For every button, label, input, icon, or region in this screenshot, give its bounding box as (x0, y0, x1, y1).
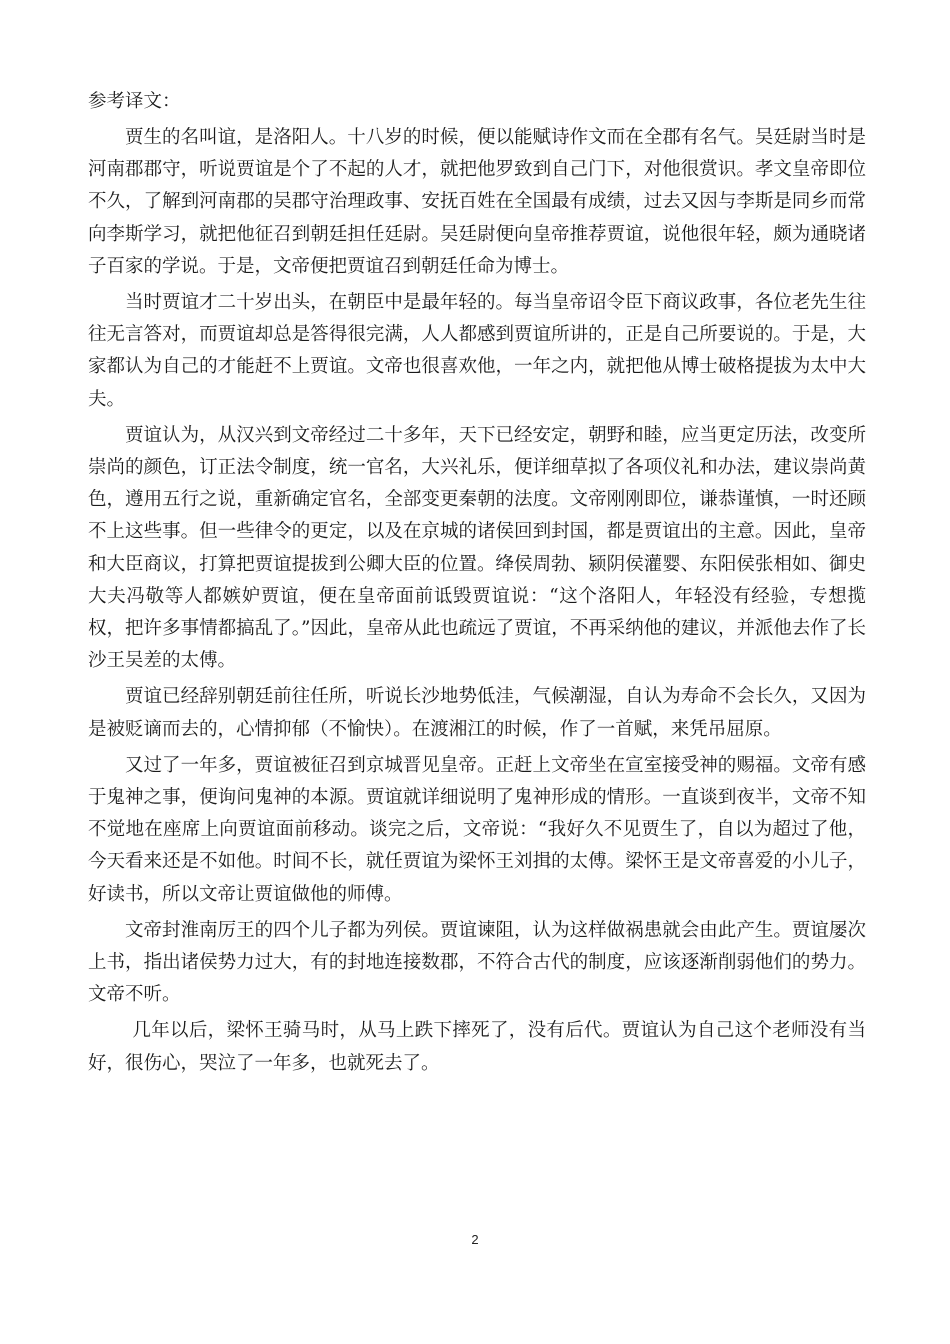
paragraph-5: 又过了一年多，贾谊被征召到京城晋见皇帝。正赶上文帝坐在宣室接受神的赐福。文帝有感于鬼神之事，便询问鬼神的本源。贾谊就详细说明了鬼神形成的情形。一直谈到夜半，文帝不知不觉地在座席上向贾谊面前移动。谈完之后，文帝说：“我好久不见贾生了，自以为超过了他，今天看来还是不如他。时间不长，就任贾谊为梁怀王刘揖的太傅。梁怀王是文帝喜爱的小儿子，好读书，所以文帝让贾谊做他的师傅。 (88, 754, 866, 905)
page-number: 2 (471, 1232, 479, 1247)
paragraph-7: 几年以后，梁怀王骑马时，从马上跌下摔死了，没有后代。贾谊认为自己这个老师没有当好，很伤心，哭泣了一年多，也就死去了。 (88, 1020, 866, 1074)
paragraph-1: 贾生的名叫谊，是洛阳人。十八岁的时候，便以能赋诗作文而在全郡有名气。吴廷尉当时是河南郡郡守，听说贾谊是个了不起的人才，就把他罗致到自己门下，对他很赏识。孝文皇帝即位不久，了解到河南郡的吴郡守治理政事、安抚百姓在全国最有成绩，过去又因与李斯是同乡而常向李斯学习，就把他征召到朝廷担任廷尉。吴廷尉便向皇帝推荐贾谊，说他很年轻，颇为通晓诸子百家的学说。于是，文帝便把贾谊召到朝廷任命为博士。 (88, 127, 866, 277)
paragraph-3: 贾谊认为，从汉兴到文帝经过二十多年，天下已经安定，朝野和睦，应当更定历法，改变所崇尚的颜色，订正法令制度，统一官名，大兴礼乐，便详细草拟了各项仪礼和办法，建议崇尚黄色，遵用五行之说，重新确定官名，全部变更秦朝的法度。文帝刚刚即位，谦恭谨慎，一时还顾不上这些事。但一些律令的更定，以及在京城的诸侯回到封国，都是贾谊出的主意。因此，皇帝和大臣商议，打算把贾谊提拔到公卿大臣的位置。绛侯周勃、颍阴侯灌婴、东阳侯张相如、御史大夫冯敬等人都嫉妒贾谊，便在皇帝面前诋毁贾谊说：“这个洛阳人，年轻没有经验，专想揽权，把许多事情都搞乱了。”因此，皇帝从此也疏远了贾谊，不再采纳他的建议，并派他去作了长沙王吴差的太傅。 (88, 424, 866, 672)
section-heading: 参考译文： (88, 91, 181, 112)
document-body (88, 86, 866, 1084)
paragraph-4: 贾谊已经辞别朝廷前往任所，听说长沙地势低洼，气候潮湿，自认为寿命不会长久，又因为是被贬谪而去的，心情抑郁（不愉快）。在渡湘江的时候，作了一首赋，来凭吊屈原。 (88, 686, 866, 740)
paragraph-6: 文帝封淮南厉王的四个儿子都为列侯。贾谊谏阻，认为这样做祸患就会由此产生。贾谊屡次上书，指出诸侯势力过大，有的封地连接数郡，不符合古代的制度，应该逐渐削弱他们的势力。文帝不听。 (88, 919, 866, 1006)
paragraph-2: 当时贾谊才二十岁出头，在朝臣中是最年轻的。每当皇帝诏令臣下商议政事，各位老先生往往无言答对，而贾谊却总是答得很完满，人人都感到贾谊所讲的，正是自己所要说的。于是，大家都认为自己的才能赶不上贾谊。文帝也很喜欢他，一年之内，就把他从博士破格提拔为太中大夫。 (88, 292, 866, 410)
